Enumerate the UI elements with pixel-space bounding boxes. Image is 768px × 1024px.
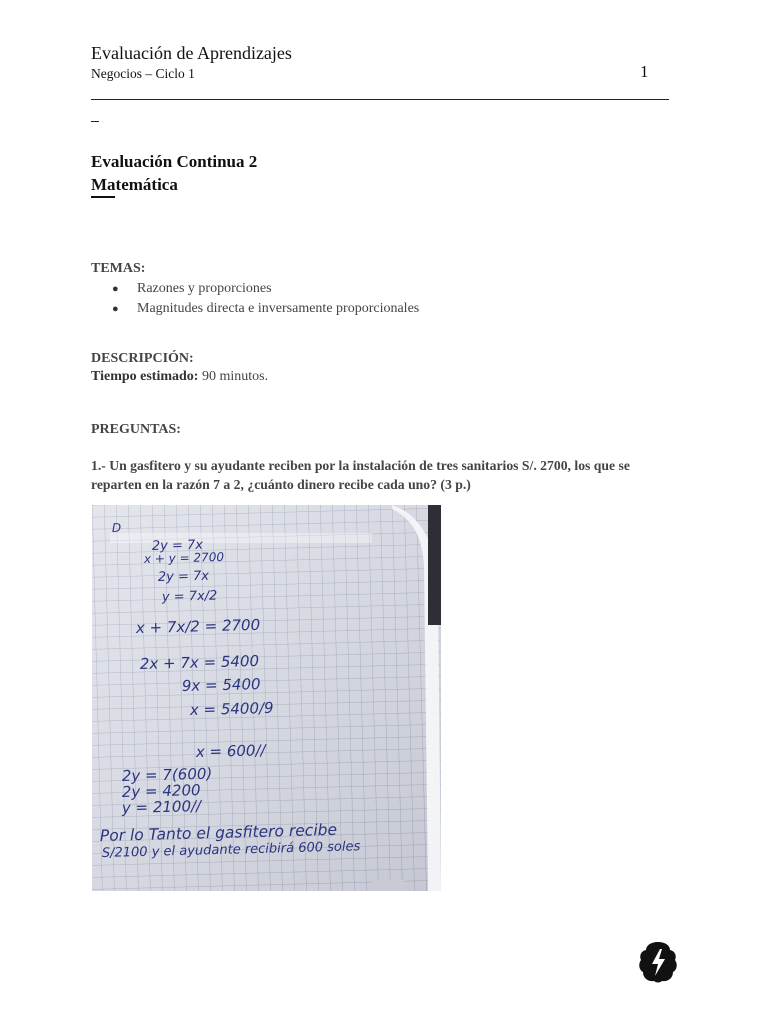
handwritten-line: y = 2100// — [121, 796, 202, 817]
handwritten-line: 2y = 7x — [151, 537, 204, 554]
bullet-icon: ● — [112, 303, 119, 315]
handwritten-line: Por lo Tanto el gasfitero recibe — [99, 820, 338, 845]
handwritten-line: 9x = 5400 — [181, 674, 261, 695]
handwritten-line: x = 600// — [195, 741, 266, 761]
tema-label: Magnitudes directa e inversamente proporcionales — [137, 301, 420, 316]
header-rule — [91, 99, 669, 100]
page-number: 1 — [640, 62, 649, 81]
brain-bolt-icon — [638, 940, 678, 984]
handwritten-line: 2x + 7x = 5400 — [139, 651, 260, 673]
handwritten-line: x = 5400/9 — [189, 698, 274, 719]
list-item — [112, 299, 419, 319]
handwritten-line: D — [111, 520, 122, 535]
temas-list — [112, 279, 419, 319]
estimated-time — [91, 369, 268, 385]
handwritten-line: 2y = 7(600) — [121, 764, 213, 785]
subject-underline — [91, 196, 115, 198]
preguntas-heading: PREGUNTAS: — [91, 422, 181, 437]
descripcion-heading: DESCRIPCIÓN: — [91, 351, 194, 366]
bullet-icon: ● — [112, 283, 119, 295]
estimated-time-value: 90 minutos. — [198, 369, 269, 384]
handwritten-line: 2y = 4200 — [121, 780, 201, 801]
header-rule-tail — [91, 121, 99, 122]
evaluation-title: Evaluación Continua 2 — [91, 152, 258, 171]
handwritten-line: y = 7x/2 — [161, 588, 218, 605]
handwritten-line: S/2100 y el ayudante recibirá 600 soles — [101, 839, 361, 861]
handwritten-line: 2y = 7x — [157, 568, 210, 585]
tema-label: Razones y proporciones — [137, 281, 272, 296]
subject-title: Matemática — [91, 175, 178, 194]
handwritten-solution-photo — [92, 505, 441, 891]
question-1: 1.- Un gasfitero y su ayudante reciben por la instalación de tres sanitarios S/. 2700, los que se reparten en la razón 7 a 2, ¿cuánto dinero recibe cada uno? (3 p.) — [91, 458, 630, 492]
header-subtitle: Negocios – Ciclo 1 — [91, 66, 195, 81]
handwritten-line: x + 7x/2 = 2700 — [135, 615, 261, 637]
header-title: Evaluación de Aprendizajes — [91, 43, 292, 63]
handwritten-line: x + y = 2700 — [143, 549, 225, 566]
temas-heading: TEMAS: — [91, 261, 146, 276]
list-item — [112, 279, 419, 299]
estimated-time-label: Tiempo estimado: — [91, 369, 199, 384]
